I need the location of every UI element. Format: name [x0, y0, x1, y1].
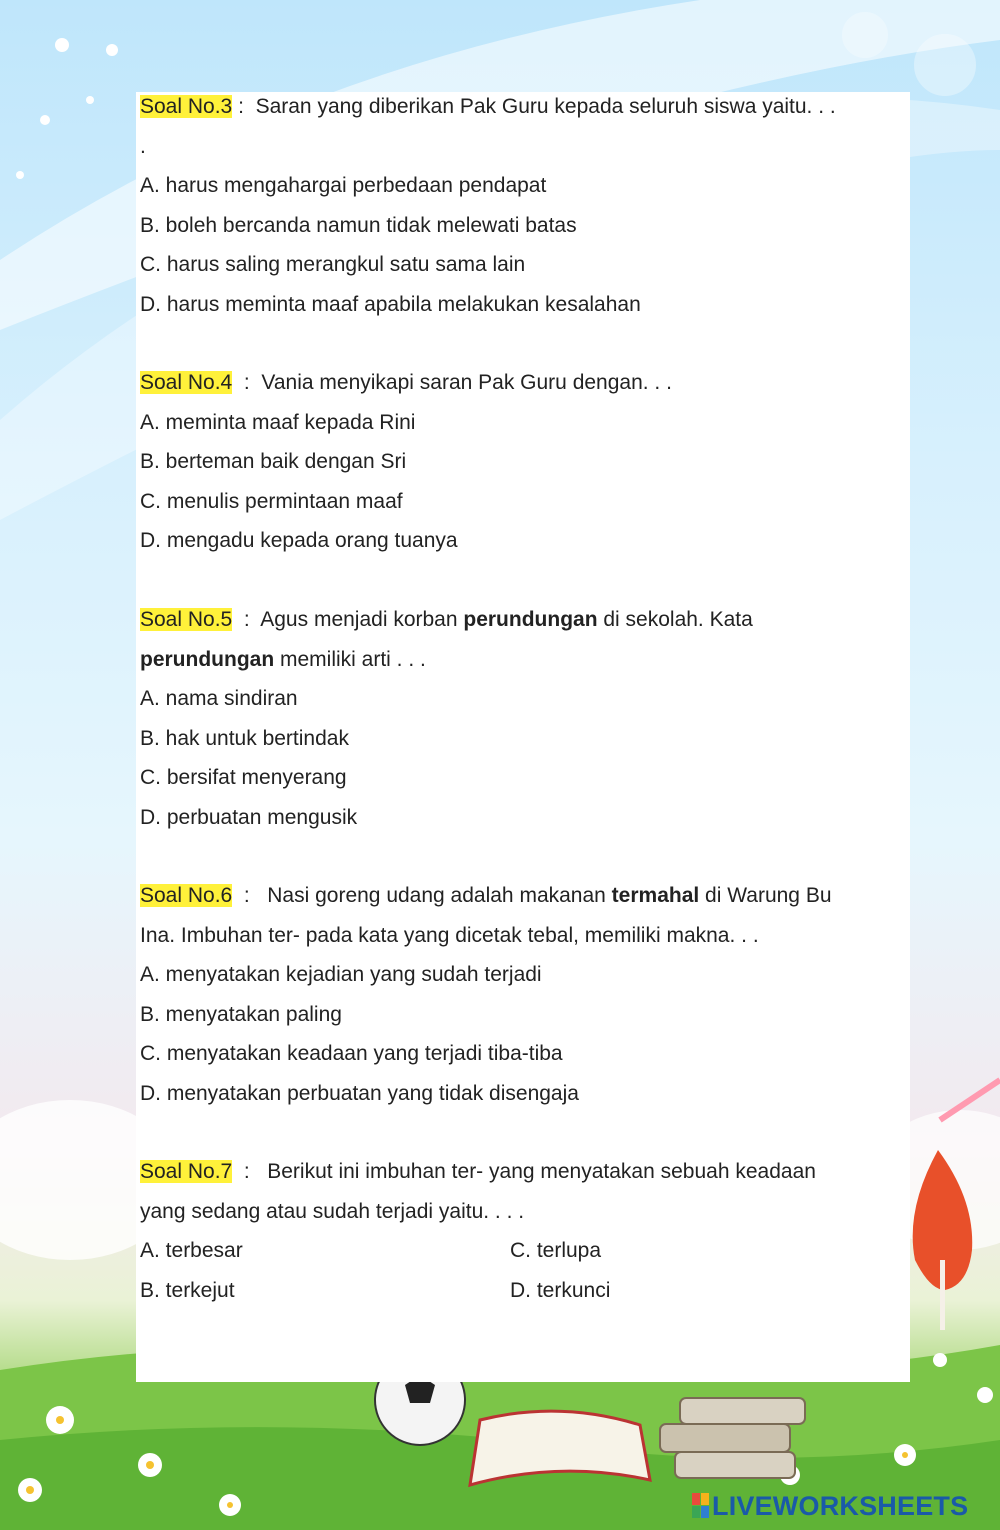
question-3 — [140, 87, 902, 324]
question-6-prompt — [140, 876, 902, 916]
question-6-text-a: Nasi goreng udang adalah makanan — [267, 884, 612, 907]
question-5-prompt-line2 — [140, 640, 902, 680]
liveworksheets-logo — [692, 1488, 968, 1524]
question-6-option-b[interactable]: B. menyatakan paling — [140, 1002, 342, 1026]
question-3-text-continued: . — [140, 134, 146, 158]
question-7-option-b[interactable]: B. terkejut — [140, 1278, 235, 1302]
liveworksheets-wordmark: LIVEWORKSHEETS — [712, 1491, 969, 1521]
question-7-option-d[interactable]: D. terkunci — [510, 1278, 611, 1302]
question-6-option-a[interactable]: A. menyatakan kejadian yang sudah terjadi — [140, 963, 542, 986]
question-7-options-row-2 — [140, 1271, 902, 1311]
question-5-option-d[interactable]: D. perbuatan mengusik — [140, 805, 358, 829]
question-4-text: Vania menyikapi saran Pak Guru dengan. . . — [261, 371, 672, 394]
question-6-bold-term: termahal — [611, 884, 700, 907]
question-3-option-a[interactable]: A. harus mengahargai perbedaan pendapat — [140, 174, 547, 197]
question-6-separator: : — [232, 884, 268, 907]
question-7-options-row-1 — [140, 1231, 902, 1271]
question-3-label: Soal No.3 — [140, 95, 233, 118]
question-6-option-d[interactable]: D. menyatakan perbuatan yang tidak disengaja — [140, 1081, 579, 1105]
question-7 — [140, 1152, 902, 1310]
question-7-option-a[interactable]: A. terbesar — [140, 1239, 243, 1262]
question-4-separator: : — [232, 371, 262, 394]
question-5-option-a[interactable]: A. nama sindiran — [140, 687, 298, 710]
question-3-option-c[interactable]: C. harus saling merangkul satu sama lain — [140, 253, 526, 276]
question-3-option-d[interactable]: D. harus meminta maaf apabila melakukan kesalahan — [140, 292, 641, 316]
question-5-option-c[interactable]: C. bersifat menyerang — [140, 766, 347, 789]
question-5-separator: : — [232, 608, 261, 631]
question-5-text-a: Agus menjadi korban — [260, 608, 464, 631]
question-5-bold-term: perundungan — [463, 608, 598, 631]
question-4-option-d[interactable]: D. mengadu kepada orang tuanya — [140, 529, 458, 552]
question-3-separator: : — [232, 95, 256, 118]
question-4-option-b[interactable]: B. berteman baik dengan Sri — [140, 450, 407, 473]
question-6-option-c[interactable]: C. menyatakan keadaan yang terjadi tiba-tiba — [140, 1042, 563, 1065]
question-7-separator: : — [232, 1160, 268, 1183]
question-5-text-c: memiliki arti . . . — [274, 647, 426, 671]
question-5-text-b: di sekolah. Kata — [597, 608, 753, 631]
question-4-label: Soal No.4 — [140, 371, 233, 394]
question-7-label: Soal No.7 — [140, 1160, 233, 1183]
question-5-prompt — [140, 600, 902, 640]
question-4 — [140, 363, 902, 561]
question-6-text-b: di Warung Bu — [699, 884, 832, 907]
question-5-option-b[interactable]: B. hak untuk bertindak — [140, 726, 349, 750]
question-5 — [140, 600, 902, 837]
question-7-prompt-line2: yang sedang atau sudah terjadi yaitu. . . . — [140, 1199, 525, 1223]
question-4-option-c[interactable]: C. menulis permintaan maaf — [140, 489, 403, 513]
question-7-option-c[interactable]: C. terlupa — [510, 1239, 602, 1262]
liveworksheets-badge-icon — [692, 1493, 710, 1519]
question-7-prompt — [140, 1152, 902, 1192]
question-4-option-a[interactable]: A. meminta maaf kepada Rini — [140, 410, 416, 434]
question-5-label: Soal No.5 — [140, 608, 233, 631]
question-5-bold-term-2: perundungan — [140, 647, 275, 671]
question-3-text: Saran yang diberikan Pak Guru kepada seluruh siswa yaitu. . . — [255, 95, 836, 118]
question-7-text: Berikut ini imbuhan ter- yang menyatakan sebuah keadaan — [267, 1160, 816, 1183]
question-3-option-b[interactable]: B. boleh bercanda namun tidak melewati batas — [140, 213, 577, 237]
question-6 — [140, 876, 902, 1113]
question-6-label: Soal No.6 — [140, 884, 233, 907]
question-6-prompt-line2: Ina. Imbuhan ter- pada kata yang dicetak tebal, memiliki makna. . . — [140, 923, 759, 947]
question-4-prompt — [140, 363, 902, 403]
question-3-prompt — [140, 87, 902, 127]
